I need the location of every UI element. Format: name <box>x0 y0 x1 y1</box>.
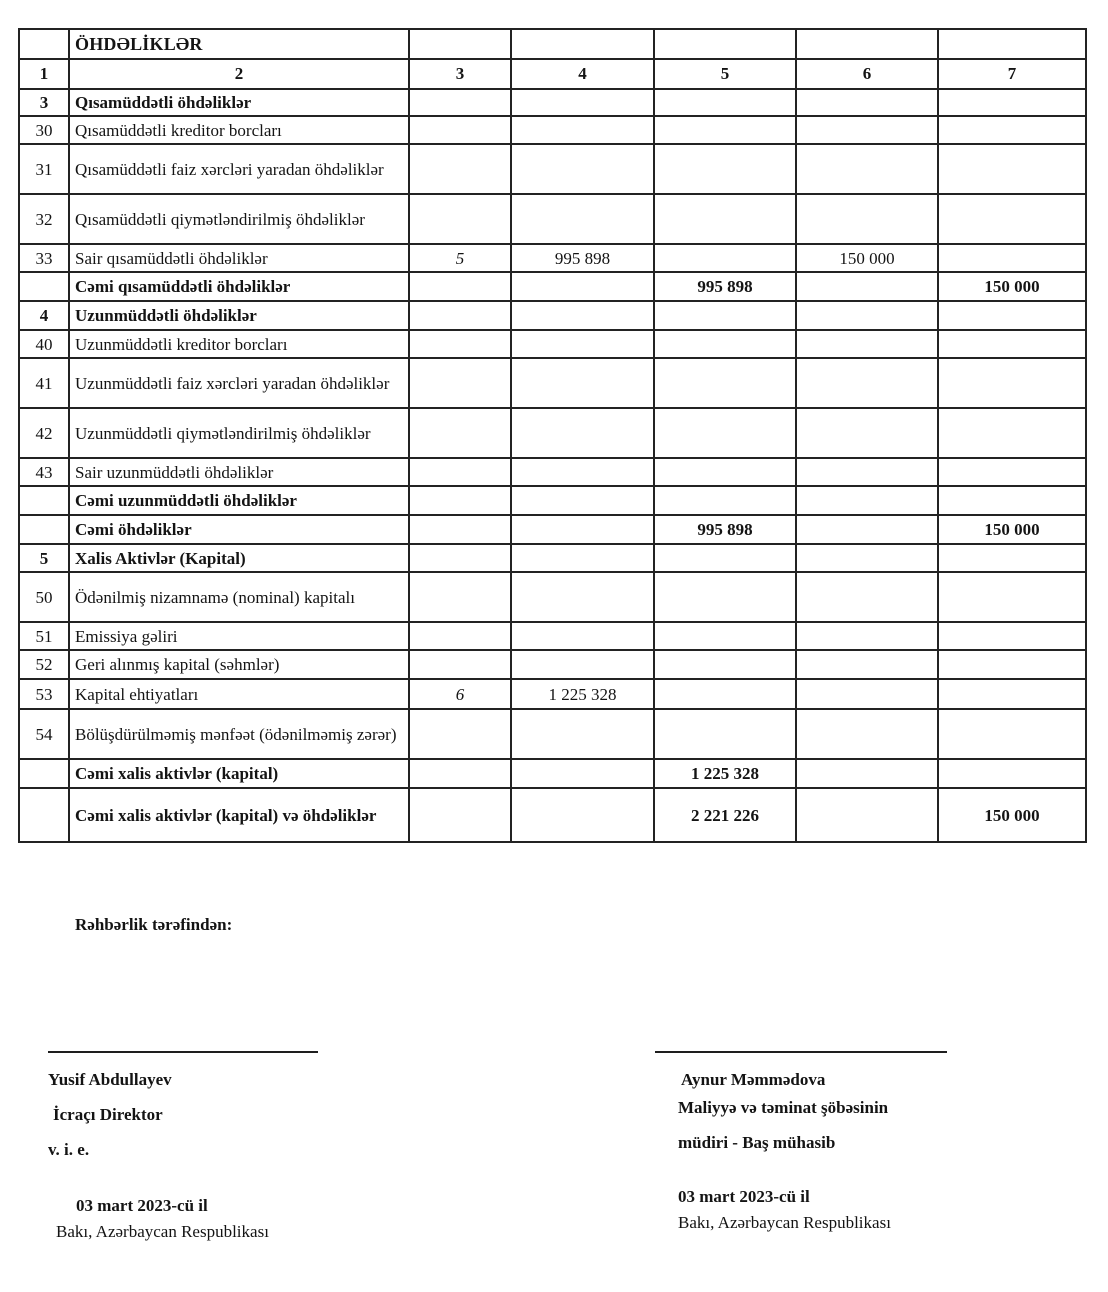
value-cell-col5 <box>654 301 796 330</box>
column-number-cell: 1 <box>19 59 69 89</box>
column-number-row <box>19 59 1086 89</box>
note-ref-cell <box>409 709 511 759</box>
value-cell-col6 <box>796 759 938 788</box>
value-cell-col7: 150 000 <box>938 515 1086 544</box>
row-number-cell <box>19 272 69 301</box>
note-ref-cell <box>409 194 511 244</box>
value-cell-col7 <box>938 244 1086 272</box>
table-row <box>19 544 1086 572</box>
value-cell-col6 <box>796 679 938 709</box>
value-cell-col4 <box>511 458 654 486</box>
value-cell-col5 <box>654 358 796 408</box>
signature-line-right <box>655 1051 947 1053</box>
value-cell-col4 <box>511 544 654 572</box>
row-label-cell: Emissiya gəliri <box>69 622 409 650</box>
row-number-cell <box>19 486 69 515</box>
table-row <box>19 650 1086 679</box>
management-heading: Rəhbərlik tərəfindən: <box>75 915 233 934</box>
row-number-cell <box>19 788 69 842</box>
table-row <box>19 515 1086 544</box>
column-number-cell: 6 <box>796 59 938 89</box>
table-row <box>19 244 1086 272</box>
value-cell-col4 <box>511 650 654 679</box>
table-row <box>19 788 1086 842</box>
row-label-cell: Qısamüddətli kreditor borcları <box>69 116 409 144</box>
value-cell-col5 <box>654 458 796 486</box>
value-cell-col6 <box>796 515 938 544</box>
signer-right-name: Aynur Məmmədova <box>681 1070 826 1089</box>
row-number-cell: 54 <box>19 709 69 759</box>
value-cell-col5 <box>654 89 796 116</box>
value-cell-col4: 995 898 <box>511 244 654 272</box>
value-cell-col4 <box>511 194 654 244</box>
note-ref-cell <box>409 572 511 622</box>
table-row <box>19 709 1086 759</box>
signer-right-title-line1: Maliyyə və təminat şöbəsinin <box>678 1098 889 1117</box>
value-cell-col4 <box>511 486 654 515</box>
value-cell-col6 <box>796 89 938 116</box>
note-ref-cell: 6 <box>409 679 511 709</box>
signer-left-place: Bakı, Azərbaycan Respublikası <box>56 1222 269 1241</box>
row-number-cell: 52 <box>19 650 69 679</box>
row-number-cell: 40 <box>19 330 69 358</box>
row-number-cell: 50 <box>19 572 69 622</box>
value-cell-col7 <box>938 679 1086 709</box>
value-cell-col6 <box>796 330 938 358</box>
section-title-cell: ÖHDƏLİKLƏR <box>69 29 409 59</box>
value-cell-col4 <box>511 89 654 116</box>
value-cell-col7 <box>938 358 1086 408</box>
row-label-cell: Cəmi qısamüddətli öhdəliklər <box>69 272 409 301</box>
value-cell-col5 <box>654 486 796 515</box>
row-label-cell: Uzunmüddətli faiz xərcləri yaradan öhdəliklər <box>69 358 409 408</box>
title-row-empty-cell <box>511 29 654 59</box>
signer-right-date: 03 mart 2023-cü il <box>678 1187 810 1206</box>
row-label-cell: Sair uzunmüddətli öhdəliklər <box>69 458 409 486</box>
value-cell-col4 <box>511 759 654 788</box>
value-cell-col7 <box>938 709 1086 759</box>
value-cell-col4 <box>511 709 654 759</box>
value-cell-col7 <box>938 89 1086 116</box>
row-number-cell: 5 <box>19 544 69 572</box>
value-cell-col5 <box>654 650 796 679</box>
value-cell-col6 <box>796 194 938 244</box>
note-ref-cell <box>409 622 511 650</box>
table-title-row <box>19 29 1086 59</box>
column-number-cell: 7 <box>938 59 1086 89</box>
value-cell-col7 <box>938 458 1086 486</box>
table-row <box>19 301 1086 330</box>
value-cell-col5 <box>654 408 796 458</box>
note-ref-cell <box>409 89 511 116</box>
note-ref-cell <box>409 301 511 330</box>
column-number-cell: 5 <box>654 59 796 89</box>
row-label-cell: Uzunmüddətli kreditor borcları <box>69 330 409 358</box>
row-number-cell: 42 <box>19 408 69 458</box>
signer-left-name: Yusif Abdullayev <box>48 1070 172 1089</box>
row-label-cell: Qısamüddətli faiz xərcləri yaradan öhdəliklər <box>69 144 409 194</box>
column-number-cell: 4 <box>511 59 654 89</box>
value-cell-col7 <box>938 330 1086 358</box>
note-ref-cell <box>409 116 511 144</box>
row-number-cell: 51 <box>19 622 69 650</box>
table-row <box>19 358 1086 408</box>
value-cell-col7 <box>938 544 1086 572</box>
row-number-cell: 33 <box>19 244 69 272</box>
row-number-cell: 31 <box>19 144 69 194</box>
row-number-cell <box>19 759 69 788</box>
value-cell-col6 <box>796 709 938 759</box>
row-label-cell: Uzunmüddətli qiymətləndirilmiş öhdəliklər <box>69 408 409 458</box>
note-ref-cell: 5 <box>409 244 511 272</box>
value-cell-col5: 995 898 <box>654 515 796 544</box>
title-row-empty-cell <box>409 29 511 59</box>
value-cell-col5 <box>654 144 796 194</box>
value-cell-col5 <box>654 622 796 650</box>
table-row <box>19 458 1086 486</box>
table-row <box>19 144 1086 194</box>
value-cell-col6 <box>796 544 938 572</box>
value-cell-col5: 995 898 <box>654 272 796 301</box>
value-cell-col4: 1 225 328 <box>511 679 654 709</box>
value-cell-col7 <box>938 622 1086 650</box>
note-ref-cell <box>409 408 511 458</box>
table-row <box>19 486 1086 515</box>
note-ref-cell <box>409 272 511 301</box>
note-ref-cell <box>409 515 511 544</box>
value-cell-col4 <box>511 515 654 544</box>
row-label-cell: Cəmi xalis aktivlər (kapital) <box>69 759 409 788</box>
note-ref-cell <box>409 144 511 194</box>
signer-right-title-line2: müdiri - Baş mühasib <box>678 1133 836 1152</box>
note-ref-cell <box>409 358 511 408</box>
note-ref-cell <box>409 330 511 358</box>
value-cell-col4 <box>511 622 654 650</box>
row-number-cell: 41 <box>19 358 69 408</box>
title-row-empty-cell <box>938 29 1086 59</box>
table-row <box>19 194 1086 244</box>
value-cell-col5 <box>654 709 796 759</box>
value-cell-col6 <box>796 301 938 330</box>
title-row-empty-cell <box>654 29 796 59</box>
value-cell-col6 <box>796 486 938 515</box>
row-number-cell: 30 <box>19 116 69 144</box>
value-cell-col7 <box>938 116 1086 144</box>
value-cell-col6 <box>796 572 938 622</box>
value-cell-col4 <box>511 408 654 458</box>
value-cell-col7 <box>938 194 1086 244</box>
note-ref-cell <box>409 458 511 486</box>
row-number-cell: 43 <box>19 458 69 486</box>
value-cell-col5 <box>654 330 796 358</box>
value-cell-col4 <box>511 116 654 144</box>
value-cell-col6: 150 000 <box>796 244 938 272</box>
note-ref-cell <box>409 788 511 842</box>
value-cell-col4 <box>511 358 654 408</box>
value-cell-col4 <box>511 788 654 842</box>
value-cell-col5 <box>654 572 796 622</box>
value-cell-col7 <box>938 572 1086 622</box>
value-cell-col5 <box>654 679 796 709</box>
row-number-cell: 53 <box>19 679 69 709</box>
value-cell-col7 <box>938 486 1086 515</box>
value-cell-col7 <box>938 144 1086 194</box>
row-label-cell: Qısamüddətli qiymətləndirilmiş öhdəliklər <box>69 194 409 244</box>
row-number-cell: 3 <box>19 89 69 116</box>
note-ref-cell <box>409 544 511 572</box>
table-row <box>19 89 1086 116</box>
table-row <box>19 330 1086 358</box>
table-row <box>19 272 1086 301</box>
value-cell-col5 <box>654 244 796 272</box>
row-label-cell: Cəmi uzunmüddətli öhdəliklər <box>69 486 409 515</box>
value-cell-col7 <box>938 408 1086 458</box>
value-cell-col4 <box>511 301 654 330</box>
signer-right-place: Bakı, Azərbaycan Respublikası <box>678 1213 891 1232</box>
table-row <box>19 408 1086 458</box>
row-label-cell: Qısamüddətli öhdəliklər <box>69 89 409 116</box>
value-cell-col4 <box>511 272 654 301</box>
row-label-cell: Sair qısamüddətli öhdəliklər <box>69 244 409 272</box>
column-number-cell: 3 <box>409 59 511 89</box>
row-label-cell: Geri alınmış kapital (səhmlər) <box>69 650 409 679</box>
value-cell-col6 <box>796 272 938 301</box>
column-number-cell: 2 <box>69 59 409 89</box>
row-label-cell: Xalis Aktivlər (Kapital) <box>69 544 409 572</box>
balance-sheet-table <box>18 28 1087 843</box>
note-ref-cell <box>409 759 511 788</box>
value-cell-col6 <box>796 116 938 144</box>
value-cell-col7 <box>938 759 1086 788</box>
signer-left-title: İcraçı Direktor <box>53 1105 163 1124</box>
table-row <box>19 759 1086 788</box>
table-row <box>19 572 1086 622</box>
note-ref-cell <box>409 486 511 515</box>
note-ref-cell <box>409 650 511 679</box>
signer-left-suffix: v. i. e. <box>48 1140 90 1159</box>
row-number-cell: 4 <box>19 301 69 330</box>
title-row-empty-cell <box>19 29 69 59</box>
value-cell-col6 <box>796 458 938 486</box>
value-cell-col6 <box>796 650 938 679</box>
row-number-cell: 32 <box>19 194 69 244</box>
value-cell-col5 <box>654 544 796 572</box>
row-label-cell: Uzunmüddətli öhdəliklər <box>69 301 409 330</box>
value-cell-col5: 2 221 226 <box>654 788 796 842</box>
value-cell-col6 <box>796 788 938 842</box>
value-cell-col6 <box>796 144 938 194</box>
row-label-cell: Bölüşdürülməmiş mənfəət (ödənilməmiş zərər) <box>69 709 409 759</box>
signature-line-left <box>48 1051 318 1053</box>
signer-left-date: 03 mart 2023-cü il <box>76 1196 208 1215</box>
value-cell-col5 <box>654 194 796 244</box>
row-number-cell <box>19 515 69 544</box>
title-row-empty-cell <box>796 29 938 59</box>
row-label-cell: Ödənilmiş nizamnamə (nominal) kapitalı <box>69 572 409 622</box>
value-cell-col4 <box>511 144 654 194</box>
value-cell-col6 <box>796 358 938 408</box>
row-label-cell: Kapital ehtiyatları <box>69 679 409 709</box>
value-cell-col7 <box>938 650 1086 679</box>
table-row <box>19 116 1086 144</box>
value-cell-col5: 1 225 328 <box>654 759 796 788</box>
value-cell-col6 <box>796 622 938 650</box>
value-cell-col7 <box>938 301 1086 330</box>
table-row <box>19 622 1086 650</box>
row-label-cell: Cəmi xalis aktivlər (kapital) və öhdəliklər <box>69 788 409 842</box>
value-cell-col6 <box>796 408 938 458</box>
value-cell-col5 <box>654 116 796 144</box>
value-cell-col4 <box>511 330 654 358</box>
value-cell-col7: 150 000 <box>938 788 1086 842</box>
value-cell-col7: 150 000 <box>938 272 1086 301</box>
row-label-cell: Cəmi öhdəliklər <box>69 515 409 544</box>
table-row <box>19 679 1086 709</box>
value-cell-col4 <box>511 572 654 622</box>
